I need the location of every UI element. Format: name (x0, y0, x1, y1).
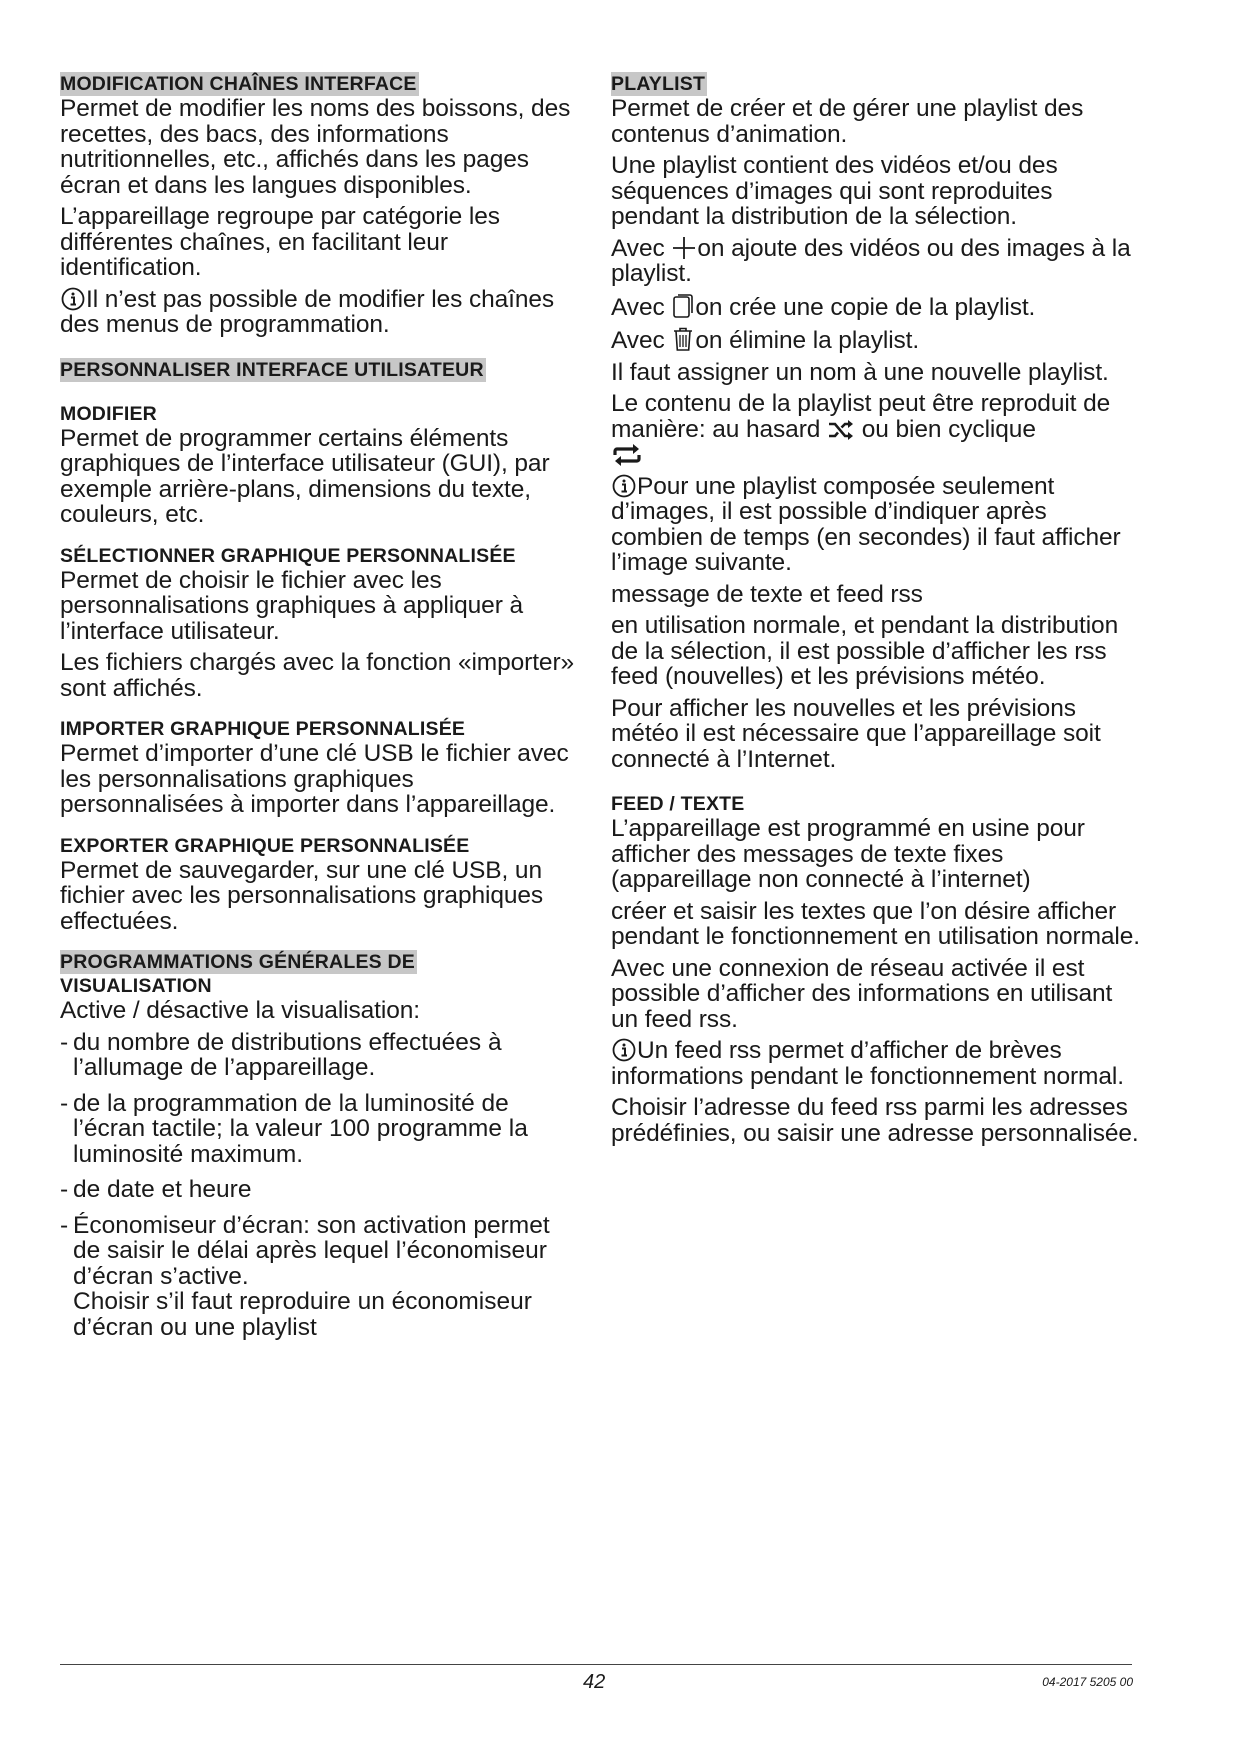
repeat-icon (612, 444, 642, 466)
subheading-feed-texte: FEED / TEXTE (611, 793, 745, 815)
list-item (60, 1213, 580, 1341)
playback-mode-text-cyclic: ou bien cyclique (861, 415, 1036, 443)
subheading-visualisation: VISUALISATION (60, 975, 212, 997)
paragraph-add (611, 236, 1141, 287)
info-note (60, 287, 580, 338)
subheading-selectionner-graphique: SÉLECTIONNER GRAPHIQUE PERSONNALISÉE (60, 544, 516, 567)
paragraph-copy-text: on crée une copie de la playlist. (695, 293, 1036, 321)
info-note-text: Un feed rss permet d’afficher de brèves informations pendant le fonctionnement normal. (611, 1037, 1124, 1090)
subheading-exporter-graphique: EXPORTER GRAPHIQUE PERSONNALISÉE (60, 834, 470, 857)
paragraph: Il faut assigner un nom à une nouvelle playlist. (611, 358, 1109, 386)
info-note (611, 474, 1141, 576)
paragraph: Une playlist contient des vidéos et/ou des séquences d’images qui sont reproduites pendant la distribution de la sélection. (611, 152, 1058, 230)
section-heading-programmations-generales: PROGRAMMATIONS GÉNÉRALES DE (60, 951, 415, 973)
paragraph: en utilisation normale, et pendant la distribution de la sélection, il est possible d’afficher les rss feed (nouvelles) et les prévisions météo. (611, 612, 1119, 690)
paragraph: Active / désactive la visualisation: (60, 997, 420, 1024)
info-note-text: Pour une playlist composée seulement d’images, il est possible d’indiquer après combien de temps (en secondes) il faut afficher l’image suivante. (611, 472, 1121, 576)
paragraph: Pour afficher les nouvelles et les prévisions météo il est nécessaire que l’appareillage soit connecté à l’Internet. (611, 694, 1101, 773)
visualisation-list (60, 1030, 580, 1341)
paragraph: L’appareillage regroupe par catégorie les différentes chaînes, en facilitant leur identification. (60, 203, 500, 281)
paragraph-delete (611, 326, 1141, 354)
paragraph-playback-mode (611, 391, 1141, 468)
paragraph: L’appareillage est programmé en usine pour afficher des messages de texte fixes (appareillage non connecté à l’internet) (611, 815, 1085, 893)
section-heading-personnaliser-interface: PERSONNALISER INTERFACE UTILISATEUR (60, 358, 484, 381)
paragraph: Permet de programmer certains éléments graphiques de l’interface utilisateur (GUI), par exemple arrière-plans, dimensions du texte, couleurs, etc. (60, 424, 550, 528)
paragraph: Permet d’importer d’une clé USB le fichier avec les personnalisations graphiques personnalisées à importer dans l’appareillage. (60, 740, 569, 818)
paragraph-delete-text: on élimine la playlist. (695, 327, 920, 354)
page-number: 42 (583, 1671, 606, 1693)
paragraph: message de texte et feed rss (611, 580, 923, 608)
list-item: - de date et heure (60, 1177, 580, 1203)
info-circle-icon (612, 1038, 636, 1062)
list-item: - du nombre de distributions effectuées à l’allumage de l’appareillage. (60, 1030, 580, 1081)
subheading-modifier: MODIFIER (60, 402, 157, 425)
info-note-text: Il n’est pas possible de modifier les chaînes des menus de programmation. (60, 285, 555, 338)
footer-divider (60, 1664, 1132, 1665)
paragraph: Permet de sauvegarder, sur une clé USB, un fichier avec les personnalisations graphiques effectuées. (60, 856, 544, 935)
left-column (60, 72, 580, 1350)
section-heading-playlist: PLAYLIST (611, 73, 706, 95)
list-item-text-continued: Choisir s’il faut reproduire un économiseur d’écran ou une playlist (73, 1288, 532, 1341)
avec-label: Avec (611, 293, 665, 321)
document-code: 04-2017 5205 00 (1042, 1675, 1133, 1689)
paragraph-copy (611, 293, 1141, 321)
info-note (611, 1038, 1141, 1089)
paragraph: Les fichiers chargés avec la fonction «importer» sont affichés. (60, 649, 575, 702)
plus-icon (672, 236, 696, 260)
subheading-importer-graphique: IMPORTER GRAPHIQUE PERSONNALISÉE (60, 718, 466, 740)
paragraph-add-text: on ajoute des vidéos ou des images à la playlist. (611, 234, 1131, 287)
info-circle-icon (612, 474, 636, 498)
paragraph: Avec une connexion de réseau activée il est possible d’afficher des informations en utilisant un feed rss. (611, 954, 1113, 1033)
trash-icon (672, 326, 694, 352)
paragraph: Choisir l’adresse du feed rss parmi les adresses prédéfinies, ou saisir une adresse personnalisée. (611, 1094, 1139, 1147)
playback-mode-text: Le contenu de la playlist peut être reproduit de manière: au hasard (611, 390, 1111, 443)
right-column (611, 72, 1141, 1152)
shuffle-icon (828, 419, 854, 441)
paragraph: Permet de modifier les noms des boissons, des recettes, des bacs, des informations nutritionnelles, etc., affichés dans les pages écran et dans les langues disponibles. (60, 95, 571, 199)
paragraph: Permet de créer et de gérer une playlist des contenus d’animation. (611, 95, 1084, 148)
avec-label: Avec (611, 234, 665, 262)
copy-icon (672, 293, 694, 319)
paragraph: créer et saisir les textes que l’on désire afficher pendant le fonctionnement en utilisation normale. (611, 897, 1141, 950)
section-heading-modification-chaines: MODIFICATION CHAÎNES INTERFACE (60, 73, 417, 95)
avec-label: Avec (611, 327, 665, 354)
info-circle-icon (61, 287, 85, 311)
list-item: - de la programmation de la luminosité de l’écran tactile; la valeur 100 programme la luminosité maximum. (60, 1091, 580, 1168)
list-item-text: Économiseur d’écran: son activation permet de saisir le délai après lequel l’économiseur d’écran s’active. (73, 1211, 550, 1290)
paragraph: Permet de choisir le fichier avec les personnalisations graphiques à appliquer à l’interface utilisateur. (60, 566, 523, 645)
